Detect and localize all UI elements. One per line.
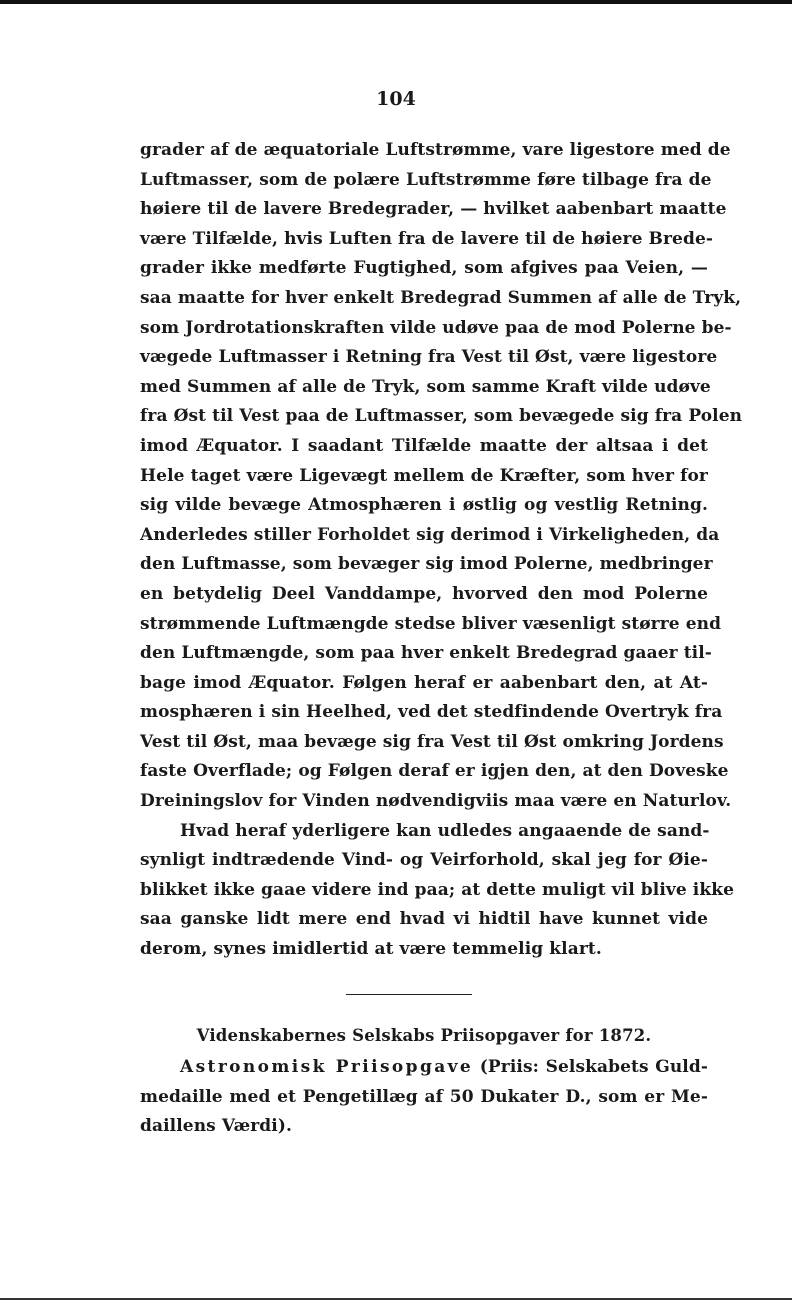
text-line: blikket ikke gaae videre ind paa; at dette muligt vil blive ikke <box>140 879 735 900</box>
text-line: bage imod Æquator. Følgen heraf er aabenbart den, at At- <box>140 672 708 693</box>
text-line: med Summen af alle de Tryk, som samme Kraft vilde udøve <box>140 376 711 397</box>
text-line: faste Overflade; og Følgen deraf er igjen den, at den Doveske <box>140 761 729 782</box>
top-border <box>0 0 792 4</box>
text-line: Dreiningslov for Vinden nødvendigviis maa være en Naturlov. <box>140 791 732 812</box>
text-line: synligt indtrædende Vind- og Veirforhold, skal jeg for Øie- <box>140 850 708 871</box>
text-line: fra Øst til Vest paa de Luftmasser, som bevægede sig fra Polen <box>140 406 743 427</box>
section-divider <box>346 994 472 995</box>
text-line: sig vilde bevæge Atmosphæren i østlig og vestlig Retning. <box>140 495 708 516</box>
section-heading: Videnskabernes Selskabs Priisopgaver for 1872. <box>196 1026 652 1045</box>
text-line: en betydelig Deel Vanddampe, hvorved den mod Polerne <box>140 583 708 604</box>
text-line: Anderledes stiller Forholdet sig derimod i Virkeligheden, da <box>140 524 720 545</box>
body-text <box>140 136 743 965</box>
paragraph-1 <box>140 136 743 817</box>
text-line: daillens Værdi). <box>140 1116 293 1137</box>
text-line: Hele taget være Ligevægt mellem de Kræfter, som hver for <box>140 465 708 486</box>
text-line: Vest til Øst, maa bevæge sig fra Vest til Øst omkring Jordens <box>140 731 724 752</box>
text-line: Hvad heraf yderligere kan udledes angaaende de sand- <box>180 820 710 841</box>
text-line: grader af de æquatoriale Luftstrømme, vare ligestore med de <box>140 140 731 160</box>
text-line: grader ikke medførte Fugtighed, som afgives paa Veien, — <box>140 258 708 279</box>
text-line: medaille med et Pengetillæg af 50 Dukater D., som er Me- <box>140 1086 708 1107</box>
text-line: den Luftmængde, som paa hver enkelt Bredegrad gaaer til- <box>140 643 712 664</box>
text-line: imod Æquator. I saadant Tilfælde maatte der altsaa i det <box>140 435 708 456</box>
text-line: saa ganske lidt mere end hvad vi hidtil have kunnet vide <box>140 909 708 930</box>
text-line: derom, synes imidlertid at være temmelig klart. <box>140 939 602 960</box>
text-line: den Luftmasse, som bevæger sig imod Polerne, medbringer <box>140 554 713 575</box>
section-body <box>140 1053 708 1142</box>
text-line: som Jordrotationskraften vilde udøve paa de mod Polerne be- <box>140 317 732 338</box>
paragraph-2 <box>140 817 735 965</box>
text-line <box>140 1053 708 1083</box>
prize-details: (Priis: Selskabets Guld- <box>473 1057 708 1077</box>
text-line: vægede Luftmasser i Retning fra Vest til Øst, være ligestore <box>140 347 718 368</box>
text-line: Luftmasser, som de polære Luftstrømme føre tilbage fra de <box>140 169 712 190</box>
text-line: mosphæren i sin Heelhed, ved det stedfindende Overtryk fra <box>140 702 723 723</box>
text-line: være Tilfælde, hvis Luften fra de lavere til de høiere Brede- <box>140 228 714 249</box>
text-line: høiere til de lavere Bredegrader, — hvilket aabenbart maatte <box>140 199 727 220</box>
bottom-border <box>0 1298 792 1300</box>
text-line: saa maatte for hver enkelt Bredegrad Summen af alle de Tryk, <box>140 287 742 308</box>
text-line: strømmende Luftmængde stedse bliver væsenligt større end <box>140 613 722 634</box>
page-number: 104 <box>376 88 416 110</box>
prize-task-name: Astronomisk Priisopgave <box>180 1057 474 1077</box>
